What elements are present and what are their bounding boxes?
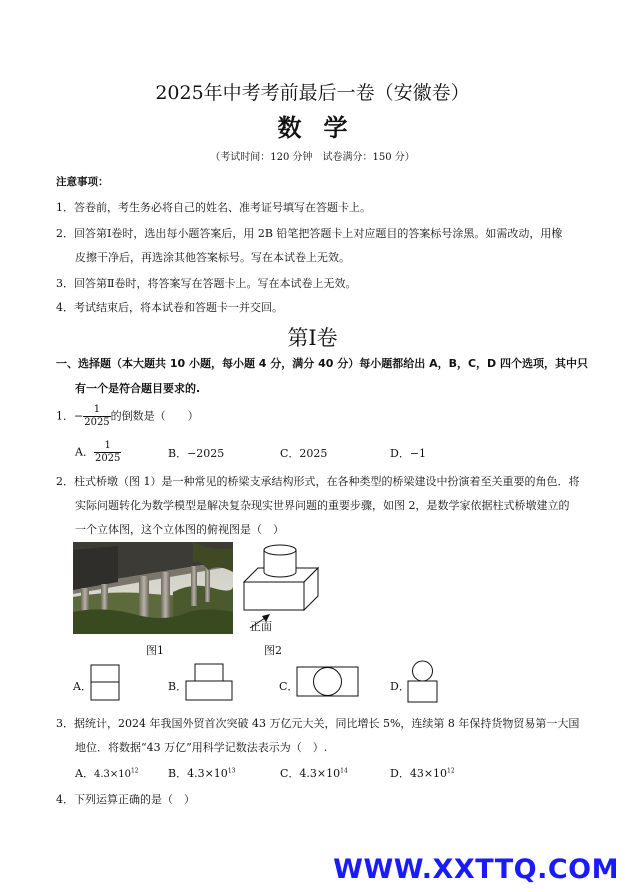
q3-option-a-label: A． bbox=[75, 767, 94, 780]
question-1 bbox=[56, 404, 199, 429]
question-3-line: 地位．将数据“43 万亿”用科学记数法表示为（ ）. bbox=[75, 741, 328, 754]
part-instructions-line2: 有一个是符合题目要求的. bbox=[75, 382, 201, 395]
q2-option-a-figure bbox=[90, 664, 122, 702]
q2-option-d-figure bbox=[407, 660, 439, 704]
q2-option-c-figure bbox=[296, 666, 360, 698]
note-item: 3．回答第Ⅱ卷时，将答案写在答题卡上。写在本试卷上无效。 bbox=[56, 277, 357, 290]
q3-option-b-label: B． bbox=[168, 767, 188, 780]
q3-option-a bbox=[75, 765, 139, 781]
question-2-line: 2．柱式桥墩（图 1）是一种常见的桥梁支承结构形式，在各种类型的桥梁建设中扮演着至关重要的角色．将 bbox=[56, 475, 580, 488]
q3-option-d-base: 43×10 bbox=[409, 767, 448, 780]
q2-option-b-figure bbox=[185, 663, 235, 703]
q3-option-c-base: 4.3×10 bbox=[299, 767, 341, 780]
q1-prefix: 1． bbox=[56, 409, 74, 423]
q3-option-b bbox=[168, 765, 235, 781]
q1-option-a-label: A． bbox=[75, 445, 94, 459]
q1-suffix: 的倒数是（ ） bbox=[110, 409, 199, 423]
part-instructions bbox=[56, 355, 588, 371]
section-title: 第Ⅰ卷 bbox=[287, 326, 338, 350]
q3-option-a-base: 4.3×10 bbox=[93, 769, 131, 780]
question-4: 4．下列运算正确的是（ ） bbox=[56, 793, 195, 806]
notes-heading: 注意事项： bbox=[56, 176, 109, 188]
q1-option-a-fraction bbox=[94, 440, 121, 465]
q3-option-d bbox=[390, 765, 455, 781]
q2-option-b-label: B． bbox=[168, 680, 188, 693]
note-item: 1．答卷前，考生务必将自己的姓名、准考证号填写在答题卡上。 bbox=[56, 201, 371, 214]
front-view-label: 正面 bbox=[250, 620, 272, 633]
question-2-line: 实际问题转化为数学模型是解决复杂现实世界问题的重要步骤，如图 2，是数学家依据柱式桥墩建立的 bbox=[75, 499, 570, 512]
q3-option-d-exp: 12 bbox=[447, 767, 455, 775]
q3-option-c-exp: 14 bbox=[340, 767, 348, 775]
subject-title: 数学 bbox=[277, 113, 370, 142]
note-item: 皮擦干净后，再选涂其他答案标号。写在本试卷上无效。 bbox=[75, 251, 350, 264]
q1-fraction-den: 2025 bbox=[84, 417, 110, 428]
question-2-line: 一个立体图，这个立体图的俯视图是（ ） bbox=[75, 523, 284, 536]
exam-title: 2025年中考考前最后一卷（安徽卷） bbox=[155, 82, 470, 104]
q1-fraction bbox=[83, 404, 110, 429]
figure-2-caption: 图2 bbox=[264, 644, 282, 657]
q3-option-d-label: D． bbox=[390, 767, 410, 780]
q1-fraction-num: 1 bbox=[83, 404, 110, 417]
note-item: 2．回答第Ⅰ卷时，选出每小题答案后，用 2B 铅笔把答题卡上对应题目的答案标号涂黑。如需改动，用橡 bbox=[56, 227, 563, 240]
q3-option-b-exp: 13 bbox=[227, 767, 236, 775]
bridge-photo bbox=[73, 542, 233, 634]
q1-option-d: D．−1 bbox=[390, 447, 427, 460]
q2-option-c-label: C． bbox=[279, 680, 299, 693]
q1-minus: − bbox=[74, 409, 84, 423]
exam-time-info: （考试时间：120 分钟 试卷满分：150 分） bbox=[210, 152, 415, 163]
note-item: 4．考试结束后，将本试卷和答题卡一并交回。 bbox=[56, 301, 283, 314]
site-watermark: WWW.XXTTQ.COM bbox=[333, 854, 619, 885]
q1-option-a-den: 2025 bbox=[94, 453, 121, 464]
q3-option-c-label: C． bbox=[280, 767, 300, 780]
part-heading: 一、选择题（本大题共 10 小题，每小题 4 分，满分 40 分） bbox=[56, 357, 360, 370]
q1-option-b: B．−2025 bbox=[168, 447, 225, 460]
question-3-line: 3．据统计，2024 年我国外贸首次突破 43 万亿元大关，同比增长 5%，连续第 8 年保持货物贸易第一大国 bbox=[56, 717, 580, 730]
q1-option-a-num: 1 bbox=[94, 440, 121, 453]
q2-option-d-label: D． bbox=[390, 680, 410, 693]
q1-option-a bbox=[75, 440, 121, 465]
q3-option-b-base: 4.3×10 bbox=[187, 767, 228, 780]
part-heading-rest: 每小题都给出 A，B，C，D 四个选项，其中只 bbox=[359, 357, 589, 370]
q3-option-a-exp: 12 bbox=[130, 767, 139, 775]
figure-1-caption: 图1 bbox=[146, 644, 164, 657]
q3-option-c bbox=[280, 765, 348, 781]
q2-option-a-label: A． bbox=[73, 680, 92, 693]
q1-option-c: C．2025 bbox=[280, 447, 328, 460]
